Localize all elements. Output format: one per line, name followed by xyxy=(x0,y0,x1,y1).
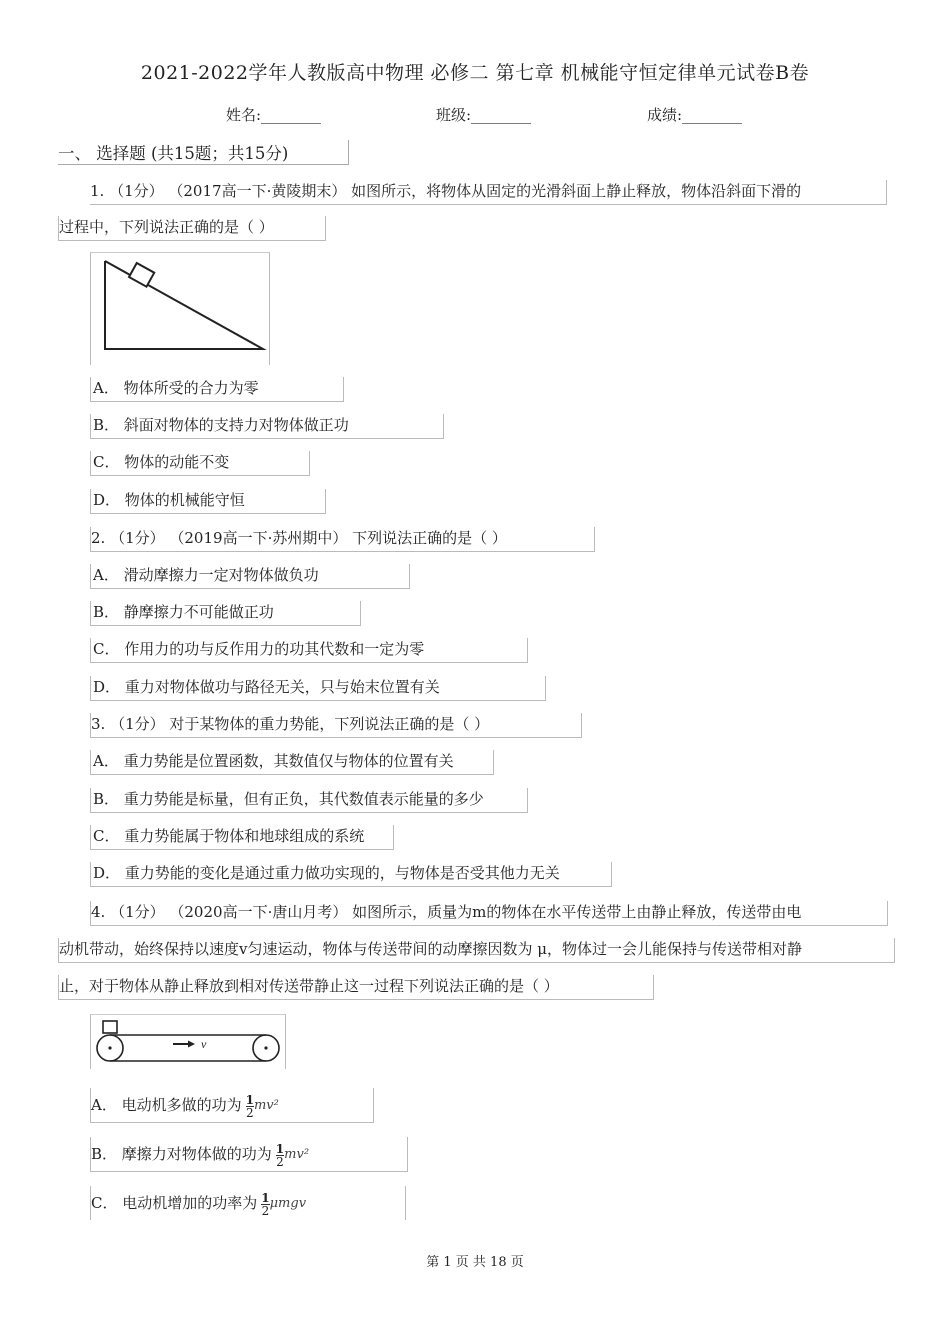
q1-option-a[interactable]: A． 物体所受的合力为零 xyxy=(90,377,344,402)
q3-option-c[interactable]: C． 重力势能属于物体和地球组成的系统 xyxy=(90,825,394,850)
q4-stem-line1: 4. （1分） （2020高一下·唐山月考） 如图所示，质量为m的物体在水平传送带上由静止释放，传送带由电 xyxy=(90,901,888,926)
incline-figure xyxy=(90,252,270,365)
q1-stem-line1: 1. （1分） （2017高一下·黄陵期末） 如图所示，将物体从固定的光滑斜面上静止释放，物体沿斜面下滑的 xyxy=(90,180,887,205)
q4-option-a-fraction: $\frac{1}{2}$ xyxy=(245,1092,254,1120)
q1-option-d[interactable]: D． 物体的机械能守恒 xyxy=(90,489,326,514)
conveyor-block xyxy=(103,1021,117,1033)
section-heading: 一、 选择题 (共15题；共15分) xyxy=(58,140,349,165)
q4-option-b-fraction: $\frac{1}{2}$ xyxy=(275,1141,285,1169)
incline-triangle xyxy=(105,261,263,349)
q3-option-d[interactable]: D． 重力势能的变化是通过重力做功实现的，与物体是否受其他力无关 xyxy=(90,862,612,887)
q4-option-c-expr: μmgv xyxy=(269,1196,307,1211)
q4-option-b-expr: mv² xyxy=(284,1147,310,1162)
class-field: 班级:________ xyxy=(436,106,532,124)
q2-option-d[interactable]: D． 重力对物体做功与路径无关，只与始末位置有关 xyxy=(90,676,546,701)
page-footer: 第 1 页 共 18 页 xyxy=(426,1255,524,1270)
q3-option-b[interactable]: B． 重力势能是标量，但有正负，其代数值表示能量的多少 xyxy=(90,788,528,813)
q1-stem-line2: 过程中，下列说法正确的是（ ） xyxy=(58,216,326,241)
q4-option-b-label: B． 摩擦力对物体做的功为 xyxy=(91,1145,272,1163)
name-field: 姓名:________ xyxy=(226,106,322,124)
q2-option-b[interactable]: B． 静摩擦力不可能做正功 xyxy=(90,601,361,626)
conveyor-figure xyxy=(90,1014,286,1069)
q4-stem-line2: 动机带动，始终保持以速度v匀速运动，物体与传送带间的动摩擦因数为 μ，物体过一会儿能保持与传送带相对静 xyxy=(58,938,895,963)
velocity-label: v xyxy=(201,1037,207,1051)
q3-option-a[interactable]: A． 重力势能是位置函数，其数值仅与物体的位置有关 xyxy=(90,750,494,775)
q4-option-a-expr: mv² xyxy=(253,1098,279,1113)
q4-option-c[interactable] xyxy=(90,1186,406,1220)
q4-option-a-label: A． 电动机多做的功为 xyxy=(91,1096,242,1114)
q4-option-c-fraction: $\frac{1}{2}$ xyxy=(261,1190,270,1218)
q3-stem: 3. （1分） 对于某物体的重力势能，下列说法正确的是（ ） xyxy=(90,713,582,738)
q1-option-b[interactable]: B． 斜面对物体的支持力对物体做正功 xyxy=(90,414,444,439)
incline-block xyxy=(129,263,154,287)
q2-stem: 2. （1分） （2019高一下·苏州期中） 下列说法正确的是（ ） xyxy=(90,527,595,552)
q4-option-b[interactable] xyxy=(90,1137,408,1172)
q2-option-a[interactable]: A． 滑动摩擦力一定对物体做负功 xyxy=(90,564,410,589)
incline-diagram xyxy=(91,253,269,365)
q2-option-c[interactable]: C． 作用力的功与反作用力的功其代数和一定为零 xyxy=(90,638,528,663)
page-title: 2021-2022学年人教版高中物理 必修二 第七章 机械能守恒定律单元试卷B卷 xyxy=(140,62,810,84)
q1-option-c[interactable]: C． 物体的动能不变 xyxy=(90,451,310,476)
q4-option-a[interactable] xyxy=(90,1088,374,1123)
conveyor-diagram xyxy=(91,1015,285,1069)
q4-stem-line3: 止，对于物体从静止释放到相对传送带静止这一过程下列说法正确的是（ ） xyxy=(58,975,654,1000)
q4-option-c-label: C． 电动机增加的功率为 xyxy=(91,1194,258,1212)
score-field: 成绩:________ xyxy=(647,106,743,124)
